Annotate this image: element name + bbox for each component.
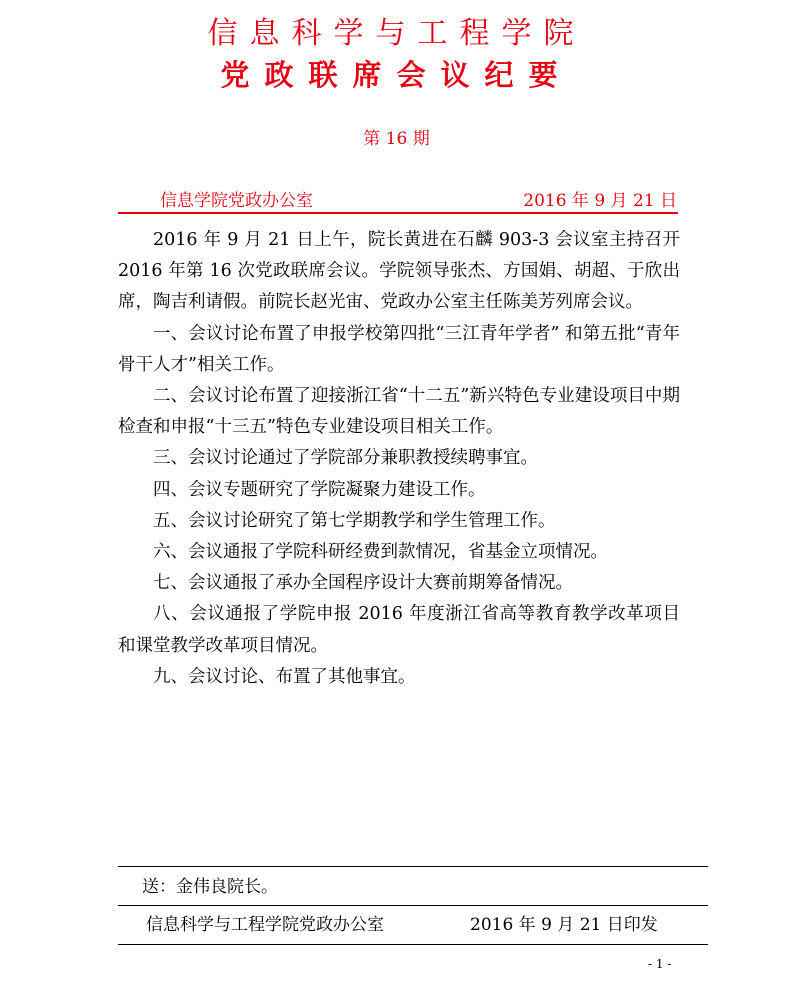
paragraph-item-9: 九、会议讨论、布置了其他事宜。 [153,666,416,687]
issue-number: 第 16 期 [363,129,430,149]
paragraph-item-2: 二、会议讨论布置了迎接浙江省“十二五”新兴特色专业建设项目中期检查和申报“十三五”特色专业建设项目相关工作。 [118,386,680,438]
paragraph-item-4: 四、会议专题研究了学院凝聚力建设工作。 [153,479,486,500]
footer-office: 信息科学与工程学院党政办公室 [146,915,384,935]
paragraph-item-3: 三、会议讨论通过了学院部分兼职教授续聘事宜。 [153,448,538,469]
footer-issue-date: 2016 年 9 月 21 日印发 [470,915,658,935]
paragraph-item-8: 八、会议通报了学院申报 2016 年度浙江省高等教育教学改革项目和课堂教学改革项目情况。 [118,604,680,656]
copy-to-line: 送：金伟良院长。 [142,877,278,897]
issuing-office: 信息学院党政办公室 [160,191,313,211]
page-number: - 1 - [648,957,672,971]
footer-middle-rule [118,905,708,906]
paragraph-item-7: 七、会议通报了承办全国程序设计大赛前期筹备情况。 [153,573,573,594]
header-red-rule [118,212,678,214]
paragraph-intro: 2016 年 9 月 21 日上午，院长黄进在石麟 903-3 会议室主持召开 2016 年第 16 次党政联席会议。学院领导张杰、方国娟、胡超、于欣出席，陶吉利请假。前院长赵光宙、党政办公室主任陈美芳列席会议。 [118,230,680,313]
footer-top-rule [118,866,708,867]
org-title: 信息科学与工程学院 [207,16,586,51]
footer-bottom-rule [118,944,708,945]
paragraph-item-1: 一、会议讨论布置了申报学校第四批“三江青年学者” 和第五批“青年骨干人才”相关工作。 [118,323,680,375]
minutes-body [118,225,680,693]
issue-date: 2016 年 9 月 21 日 [523,191,677,211]
paragraph-item-6: 六、会议通报了学院科研经费到款情况，省基金立项情况。 [153,542,608,563]
paragraph-item-5: 五、会议讨论研究了第七学期教学和学生管理工作。 [153,510,556,531]
document-title: 党政联席会议纪要 [220,58,573,92]
